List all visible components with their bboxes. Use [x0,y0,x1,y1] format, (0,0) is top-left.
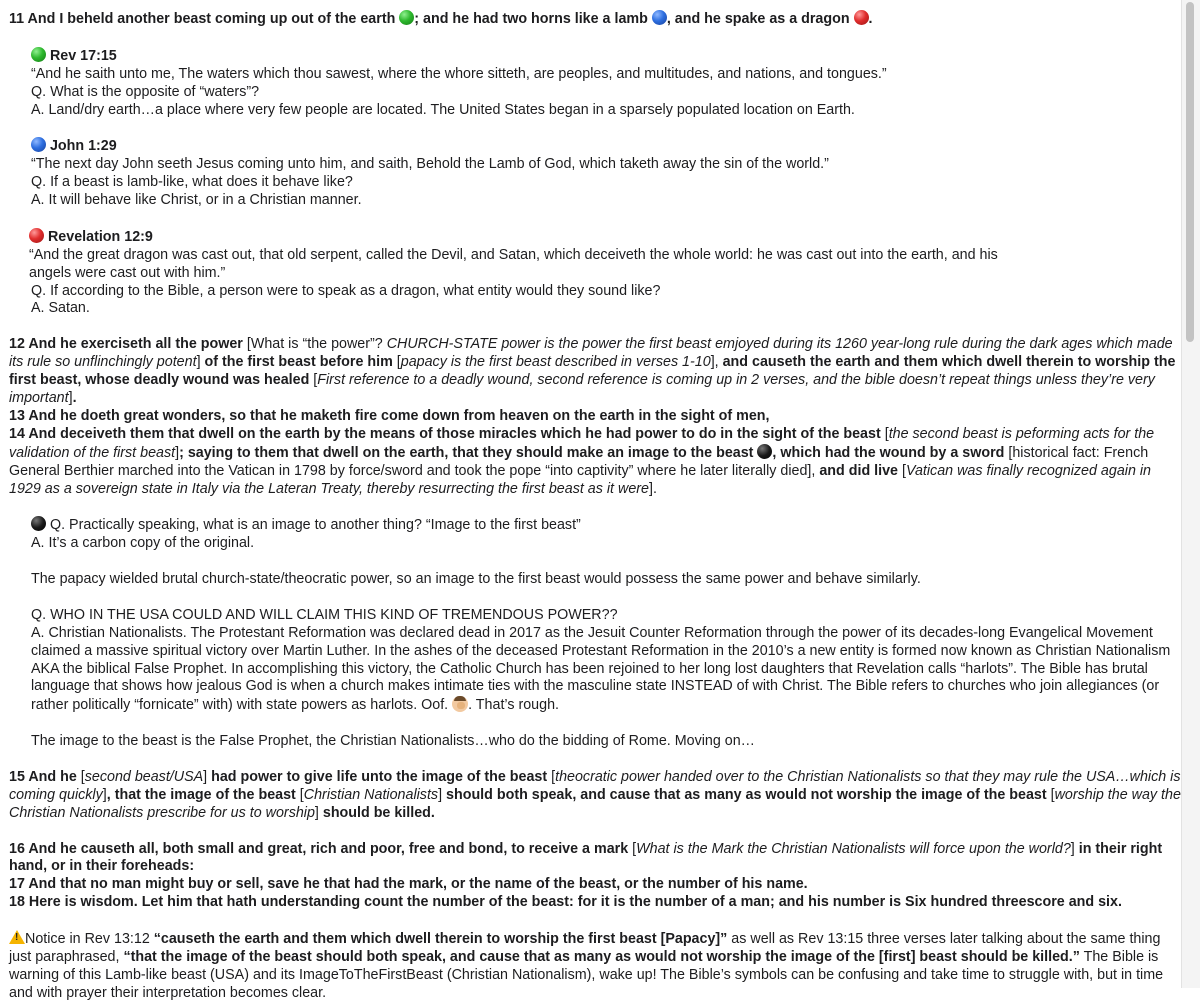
rev-17-15-quote: “And he saith unto me, The waters which thou sawest, where the whore sitteth, are peoples, and multitudes, and nations, and tongues.” [31,65,887,82]
rev-12-9-heading: Revelation 12:9 [29,228,1181,247]
rev-17-15-question: Q. What is the opposite of “waters”? [31,83,260,100]
document-body [9,0,1181,1003]
christian-nationalists-answer: A. Christian Nationalists. The Protestant Reformation was declared dead in 2017 as the Jesuit Counter Reformation through the power of its decades-long Evangelical Movement claimed a massive spiritual victory over Martin Luther. In the ashes of the deceased Protestant Reformation in the 2010’s a new entity is formed now known as Christian Nationalism AKA the biblical False Prophet. In accomplishing this victory, the Catholic Church has been rejoined to her long lost daughters that Revelation calls “harlots”. The Bible has brutal language that shows how jealous God is when a church makes intimate ties with the masculine state INSTEAD of with Christ. The Bible refers to churches who join allegiances (or rather politically “fornicate” with) with state powers as harlots. Oof. . That’s rough. [31,624,1171,714]
rev-12-9-quote: “And the great dragon was cast out, that old serpent, called the Devil, and Satan, which deceiveth the whole world: he was cast out into the earth, and his angels were cast out with him.” [29,246,998,281]
red-circle-icon [854,10,869,25]
blue-circle-icon [31,137,46,152]
john-1-29-answer: A. It will behave like Christ, or in a Christian manner. [31,192,362,209]
rev-12-9-answer: A. Satan. [31,300,90,317]
vertical-scrollbar[interactable] [1181,0,1200,988]
verse-18: 18 Here is wisdom. Let him that hath understanding count the number of the beast: for it is the number of a man; and his number is Six hundred threescore and six. [9,894,1122,911]
blue-circle-icon [652,10,667,25]
john-1-29-quote: “The next day John seeth Jesus coming unto him, and saith, Behold the Lamb of God, which taketh away the sin of the world.” [31,156,829,173]
facepalm-emoji-icon [452,696,468,712]
black-circle-icon [757,444,772,459]
verse-13: 13 And he doeth great wonders, so that he maketh fire come down from heaven on the earth in the sight of men, [9,407,770,424]
rev-12-9-block [9,228,1181,319]
rev-12-9-question: Q. If according to the Bible, a person were to speak as a dragon, what entity would they sound like? [31,282,661,299]
rev-17-15-block [9,47,1181,120]
usa-question: Q. WHO IN THE USA COULD AND WILL CLAIM THIS KIND OF TREMENDOUS POWER?? [31,606,618,623]
green-circle-icon [31,47,46,62]
verse-14: 14 And deceiveth them that dwell on the earth by the means of those miracles which he had power to do in the sight of the beast [the second beast is peforming acts for the validation of the first beast]; saying to them that dwell on the earth, that they should make an image to the beast , which had the wound by a sword [historical fact: French General Berthier marched into the Vatican in 1798 by force/sword and took the pope “into captivity” where he later literally died], and did live [Vatican was finally recognized again in 1929 as a sovereign state in Italy via the Lateran Treaty, thereby resurrecting the first beast as it were]. [9,425,1155,497]
verse-12: 12 And he exerciseth all the power [What is “the power”? CHURCH-STATE power is the power the first beast emjoyed during its 1260 year-long rule during the dark ages which made its rule so unflinchingly potent] of the first beast before him [papacy is the first beast described in verses 1-10], and causeth the earth and them which dwell therein to worship the first beast, whose deadly wound was healed [First reference to a deadly wound, second reference is coming up in 2 verses, and the bible doesn’t repeat things unless they’re very important]. [9,336,1176,406]
image-question: Q. Practically speaking, what is an image to another thing? “Image to the first beast” [31,516,1181,535]
green-circle-icon [399,10,414,25]
verse-15: 15 And he [second beast/USA] had power to give life unto the image of the beast [theocratic power handed over to the Christian Nationalists so that they may rule the USA…which is coming quickly], that the image of the beast [Christian Nationalists] should both speak, and cause that as many as would not worship the image of the beast [worship the way the Christian Nationalists prescribe for us to worship] should be killed. [9,768,1181,821]
false-prophet-paragraph: The image to the beast is the False Prophet, the Christian Nationalists…who do the bidding of Rome. Moving on… [31,733,755,750]
rev-17-15-answer: A. Land/dry earth…a place where very few people are located. The United States began in a sparsely populated location on Earth. [31,101,855,118]
rev-17-15-heading: Rev 17:15 [31,47,1181,66]
scrollbar-thumb[interactable] [1186,2,1194,342]
black-circle-icon [31,516,46,531]
papacy-paragraph: The papacy wielded brutal church-state/theocratic power, so an image to the first beast would possess the same power and behave similarly. [31,571,921,587]
john-1-29-heading: John 1:29 [31,137,1181,156]
image-discussion [9,516,1181,751]
verse-17: 17 And that no man might buy or sell, save he that had the mark, or the name of the beast, or the number of his name. [9,876,808,893]
red-circle-icon [29,228,44,243]
warning-icon [9,930,25,944]
notice-paragraph: !Notice in Rev 13:12 “causeth the earth and them which dwell therein to worship the first beast [Papacy]” as well as Rev 13:15 three verses later talking about the same thing just paraphrased, “that the image of the beast should both speak, and cause that as many as would not worship the image of the [first] beast should be killed.” The Bible is warning of this Lamb-like beast (USA) and its ImageToTheFirstBeast (Christian Nationalism), wake up! The Bible’s symbols can be confusing and take time to struggle with, but in time and with prayer their interpretation becomes clear. [9,930,1181,1003]
verse-16: 16 And he causeth all, both small and great, rich and poor, free and bond, to receive a mark [What is the Mark the Christian Nationalists will force upon the world?] in their right hand, or in their foreheads: [9,840,1163,875]
verse-11: 11 And I beheld another beast coming up out of the earth ; and he had two horns like a lamb , and he spake as a dragon . [9,11,873,27]
john-1-29-block [9,137,1181,210]
image-answer: A. It’s a carbon copy of the original. [31,535,255,552]
john-1-29-question: Q. If a beast is lamb-like, what does it behave like? [31,174,353,191]
